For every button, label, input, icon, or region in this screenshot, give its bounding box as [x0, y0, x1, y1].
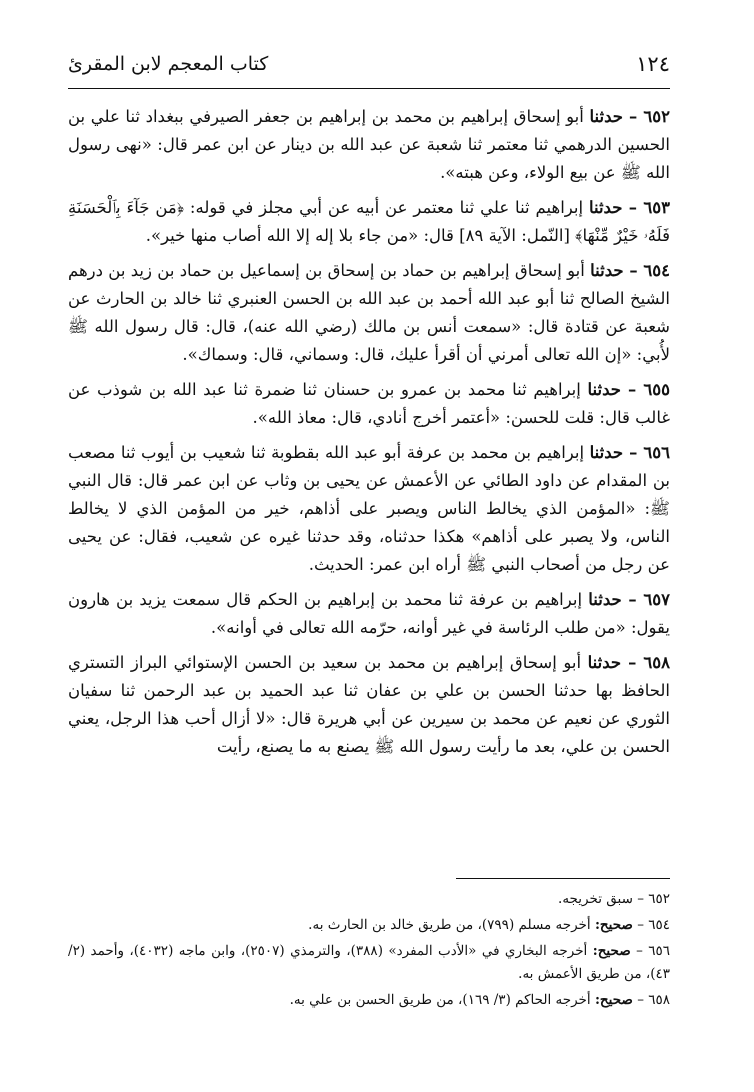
- hadith-654: [68, 257, 670, 369]
- hadith-number: ٦٥٥ – حدثنا: [587, 380, 670, 399]
- footnote-label: ٦٥٤ –: [637, 917, 670, 933]
- hadith-number: ٦٥٨ – حدثنا: [587, 653, 670, 672]
- hadith-text: إبراهيم ثنا علي ثنا معتمر عن أبيه عن أبي مجلز في قوله: ﴿مَن جَآءَ بِٱلْحَسَنَةِ فَلَهُۥ خَيْرٌ مِّنْهَا﴾ [النّمل: الآية ٨٩] قال: «من جاء بلا إله إلا الله أصاب منها خير».: [68, 198, 670, 245]
- hadith-655: [68, 376, 670, 432]
- footnote-656: [68, 940, 670, 986]
- footnote-658: [68, 989, 670, 1012]
- hadith-653: [68, 194, 670, 250]
- footnote-652: [68, 888, 670, 911]
- hadith-658: [68, 649, 670, 761]
- footnote-text: سبق تخريجه.: [558, 891, 638, 907]
- page-header: [68, 44, 670, 84]
- hadith-number: ٦٥٣ – حدثنا: [588, 198, 670, 217]
- main-text: [68, 103, 670, 768]
- hadith-text: أبو إسحاق إبراهيم بن محمد بن سعيد بن الحسن الإستوائي البراز التستري الحافظ بها حدثنا الحسن بن علي بن عفان ثنا عبد الحميد بن عبد الرحمن ثنا سفيان الثوري عن نعيم عن محمد بن سيرين عن أبي هريرة قال: «لا أزال أحب هذا الرجل، يعني الحسن بن علي، بعد ما رأيت رسول الله ﷺ يصنع به ما يصنع، رأيت: [68, 653, 670, 756]
- footnote-label: ٦٥٢ –: [637, 891, 670, 907]
- hadith-text: إبراهيم ثنا محمد بن عمرو بن حسنان ثنا ضمرة ثنا عبد الله بن شوذب عن غالب قال: قلت للحسن: «أعتمر أخرج أنادي، قال: معاذ الله».: [68, 380, 670, 427]
- footnote-grade: صحيح:: [592, 943, 631, 959]
- footnotes: [68, 888, 670, 1015]
- hadith-number: ٦٥٢ – حدثنا: [589, 107, 670, 126]
- footnote-label: ٦٥٦ –: [636, 943, 670, 959]
- hadith-text: إبراهيم بن محمد بن عرفة أبو عبد الله بقطوبة ثنا شعيب بن أيوب ثنا مصعب بن المقدام عن داود الطائي عن الأعمش عن يحيى بن وثاب عن ابن عمر قال: قال النبي ﷺ: «المؤمن الذي يخالط الناس ويصبر على أذاهم، خير من المؤمن الذي لا يخالط الناس، ولا يصبر على أذاهم» هكذا حدثناه، وقد حدثنا غيره عن شعيب، فقال: عن يحيى عن رجل من أصحاب النبي ﷺ أراه ابن عمر: الحديث.: [68, 443, 670, 574]
- hadith-text: أبو إسحاق إبراهيم بن حماد بن إسحاق بن إسماعيل بن حماد بن زيد بن درهم الشيخ الصالح ثنا أبو عبد الله أحمد بن عبد الله بن الحسن العنبري ثنا خالد بن الحارث عن شعبة عن قتادة قال: «سمعت أنس بن مالك (رضي الله عنه)، قال: قال رسول الله ﷺ لأُبي: «إن الله تعالى أمرني أن أقرأ عليك، قال: وسماني، قال: وسماك».: [68, 261, 670, 364]
- footnote-label: ٦٥٨ –: [637, 992, 670, 1008]
- hadith-text: أبو إسحاق إبراهيم بن محمد بن إبراهيم بن جعفر الصيرفي ببغداد ثنا علي بن الحسين الدرهمي ثنا معتمر ثنا شعبة عن عبد الله بن دينار عن ابن عمر قال: «نهى رسول الله ﷺ عن بيع الولاء، وعن هبته».: [68, 107, 670, 182]
- footnote-text: أخرجه الحاكم (٣/ ١٦٩)، من طريق الحسن بن علي به.: [289, 992, 595, 1008]
- header-divider: [68, 88, 670, 89]
- footnote-text: أخرجه البخاري في «الأدب المفرد» (٣٨٨)، والترمذي (٢٥٠٧)، وابن ماجه (٤٠٣٢)، وأحمد (٢/ ٤٣)، من طريق الأعمش به.: [68, 943, 670, 982]
- hadith-text: إبراهيم بن عرفة ثنا محمد بن إبراهيم بن الحكم قال سمعت يزيد بن هارون يقول: «من طلب الرئاسة في غير أوانه، حرّمه الله تعالى في أوانه».: [68, 590, 670, 637]
- hadith-656: [68, 439, 670, 579]
- hadith-number: ٦٥٧ – حدثنا: [588, 590, 670, 609]
- hadith-number: ٦٥٦ – حدثنا: [589, 443, 670, 462]
- hadith-652: [68, 103, 670, 187]
- footnote-text: أخرجه مسلم (٧٩٩)، من طريق خالد بن الحارث به.: [308, 917, 595, 933]
- footnote-654: [68, 914, 670, 937]
- footnote-grade: صحيح:: [594, 992, 633, 1008]
- hadith-657: [68, 586, 670, 642]
- book-title: كتاب المعجم لابن المقرئ: [68, 53, 269, 75]
- hadith-number: ٦٥٤ – حدثنا: [590, 261, 671, 280]
- page-number: ١٢٤: [636, 52, 670, 76]
- footnote-divider: [456, 878, 670, 879]
- footnote-grade: صحيح:: [594, 917, 633, 933]
